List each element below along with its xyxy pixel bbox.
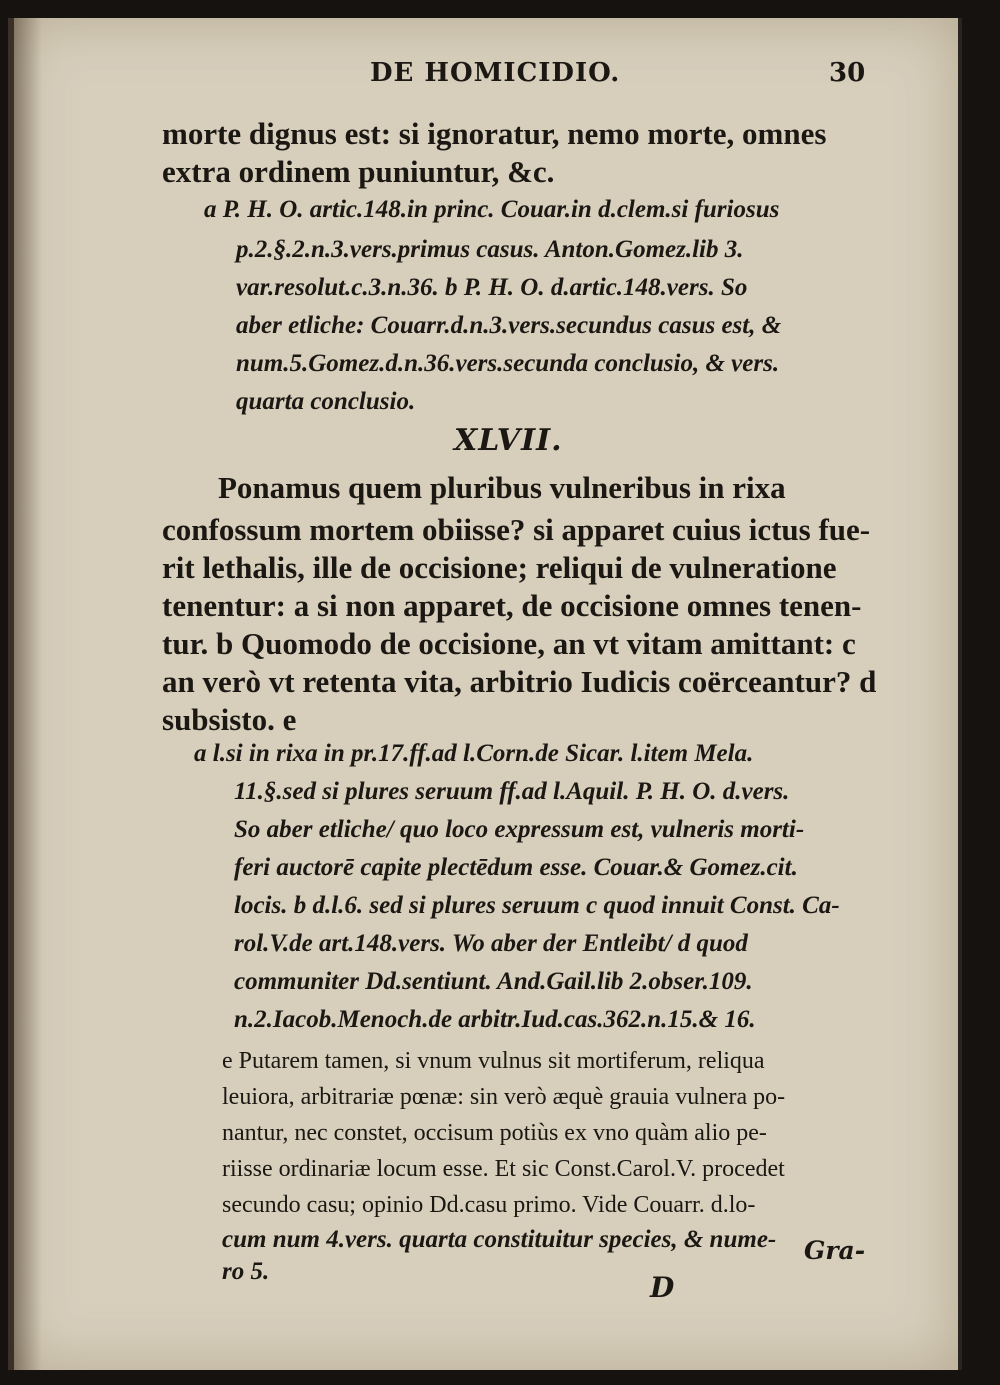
section-line: rit lethalis, ille de occisione; reliqui de vulneratione (162, 550, 837, 585)
note-line: locis. b d.l.6. sed si plures seruum c quod innuit Const. Ca- (234, 892, 840, 919)
text-line: morte dignus est: si ignoratur, nemo morte, omnes (162, 116, 827, 151)
note-line: So aber etliche/ quo loco expressum est, vulneris morti- (234, 816, 805, 843)
section-line: subsisto. e (162, 702, 297, 737)
final-note-line: nantur, nec constet, occisum potiùs ex vno quàm alio pe- (222, 1120, 767, 1146)
gutter-shadow (14, 18, 42, 1370)
note-line: p.2.§.2.n.3.vers.primus casus. Anton.Gomez.lib 3. (236, 236, 744, 263)
final-note-line: leuiora, arbitrariæ pœnæ: sin verò æquè grauia vulnera po- (222, 1084, 786, 1110)
note-line: 11.§.sed si plures seruum ff.ad l.Aquil. P. H. O. d.vers. (234, 778, 790, 805)
catchword: Gra- (804, 1236, 866, 1265)
final-note-line: e Putarem tamen, si vnum vulnus sit mortiferum, reliqua (222, 1048, 765, 1074)
note-line: aber etliche: Couarr.d.n.3.vers.secundus casus est, & (236, 312, 782, 339)
final-note-line: secundo casu; opinio Dd.casu primo. Vide Couarr. d.lo- (222, 1192, 756, 1218)
final-note-line: riisse ordinariæ locum esse. Et sic Const.Carol.V. procedet (222, 1156, 785, 1182)
section-line: tenentur: a si non apparet, de occisione omnes tenen- (162, 588, 862, 623)
running-title: DE HOMICIDIO. (370, 58, 621, 88)
note-line: num.5.Gomez.d.n.36.vers.secunda conclusio, & vers. (236, 350, 780, 377)
section-line: confossum mortem obiisse? si apparet cuius ictus fue- (162, 512, 871, 547)
note-line: n.2.Iacob.Menoch.de arbitr.Iud.cas.362.n.15.& 16. (234, 1006, 756, 1033)
final-note-line: ro 5. (222, 1258, 270, 1285)
note-line: a l.si in rixa in pr.17.ff.ad l.Corn.de Sicar. l.item Mela. (194, 740, 754, 767)
section-line: tur. b Quomodo de occisione, an vt vitam amittant: c (162, 626, 856, 661)
note-line: rol.V.de art.148.vers. Wo aber der Entleibt/ d quod (234, 930, 748, 957)
section-line: an verò vt retenta vita, arbitrio Iudicis coërceantur? d (162, 664, 877, 699)
signature-mark: D (650, 1271, 675, 1304)
note-line: a P. H. O. artic.148.in princ. Couar.in d.clem.si furiosus (204, 196, 780, 223)
note-line: communiter Dd.sentiunt. And.Gail.lib 2.obser.109. (234, 968, 753, 995)
note-line: feri auctorē capite plectēdum esse. Couar.& Gomez.cit. (234, 854, 798, 881)
page-number: 30 (829, 58, 866, 88)
text-line: extra ordinem puniuntur, &c. (162, 154, 555, 189)
book-page (8, 18, 962, 1370)
section-line: Ponamus quem pluribus vulneribus in rixa (218, 470, 786, 505)
final-note-line: cum num 4.vers. quarta constituitur species, & nume- (222, 1226, 777, 1253)
note-line: quarta conclusio. (236, 388, 416, 415)
note-line: var.resolut.c.3.n.36. b P. H. O. d.artic.148.vers. So (236, 274, 748, 301)
section-heading: XLVII. (454, 423, 563, 458)
